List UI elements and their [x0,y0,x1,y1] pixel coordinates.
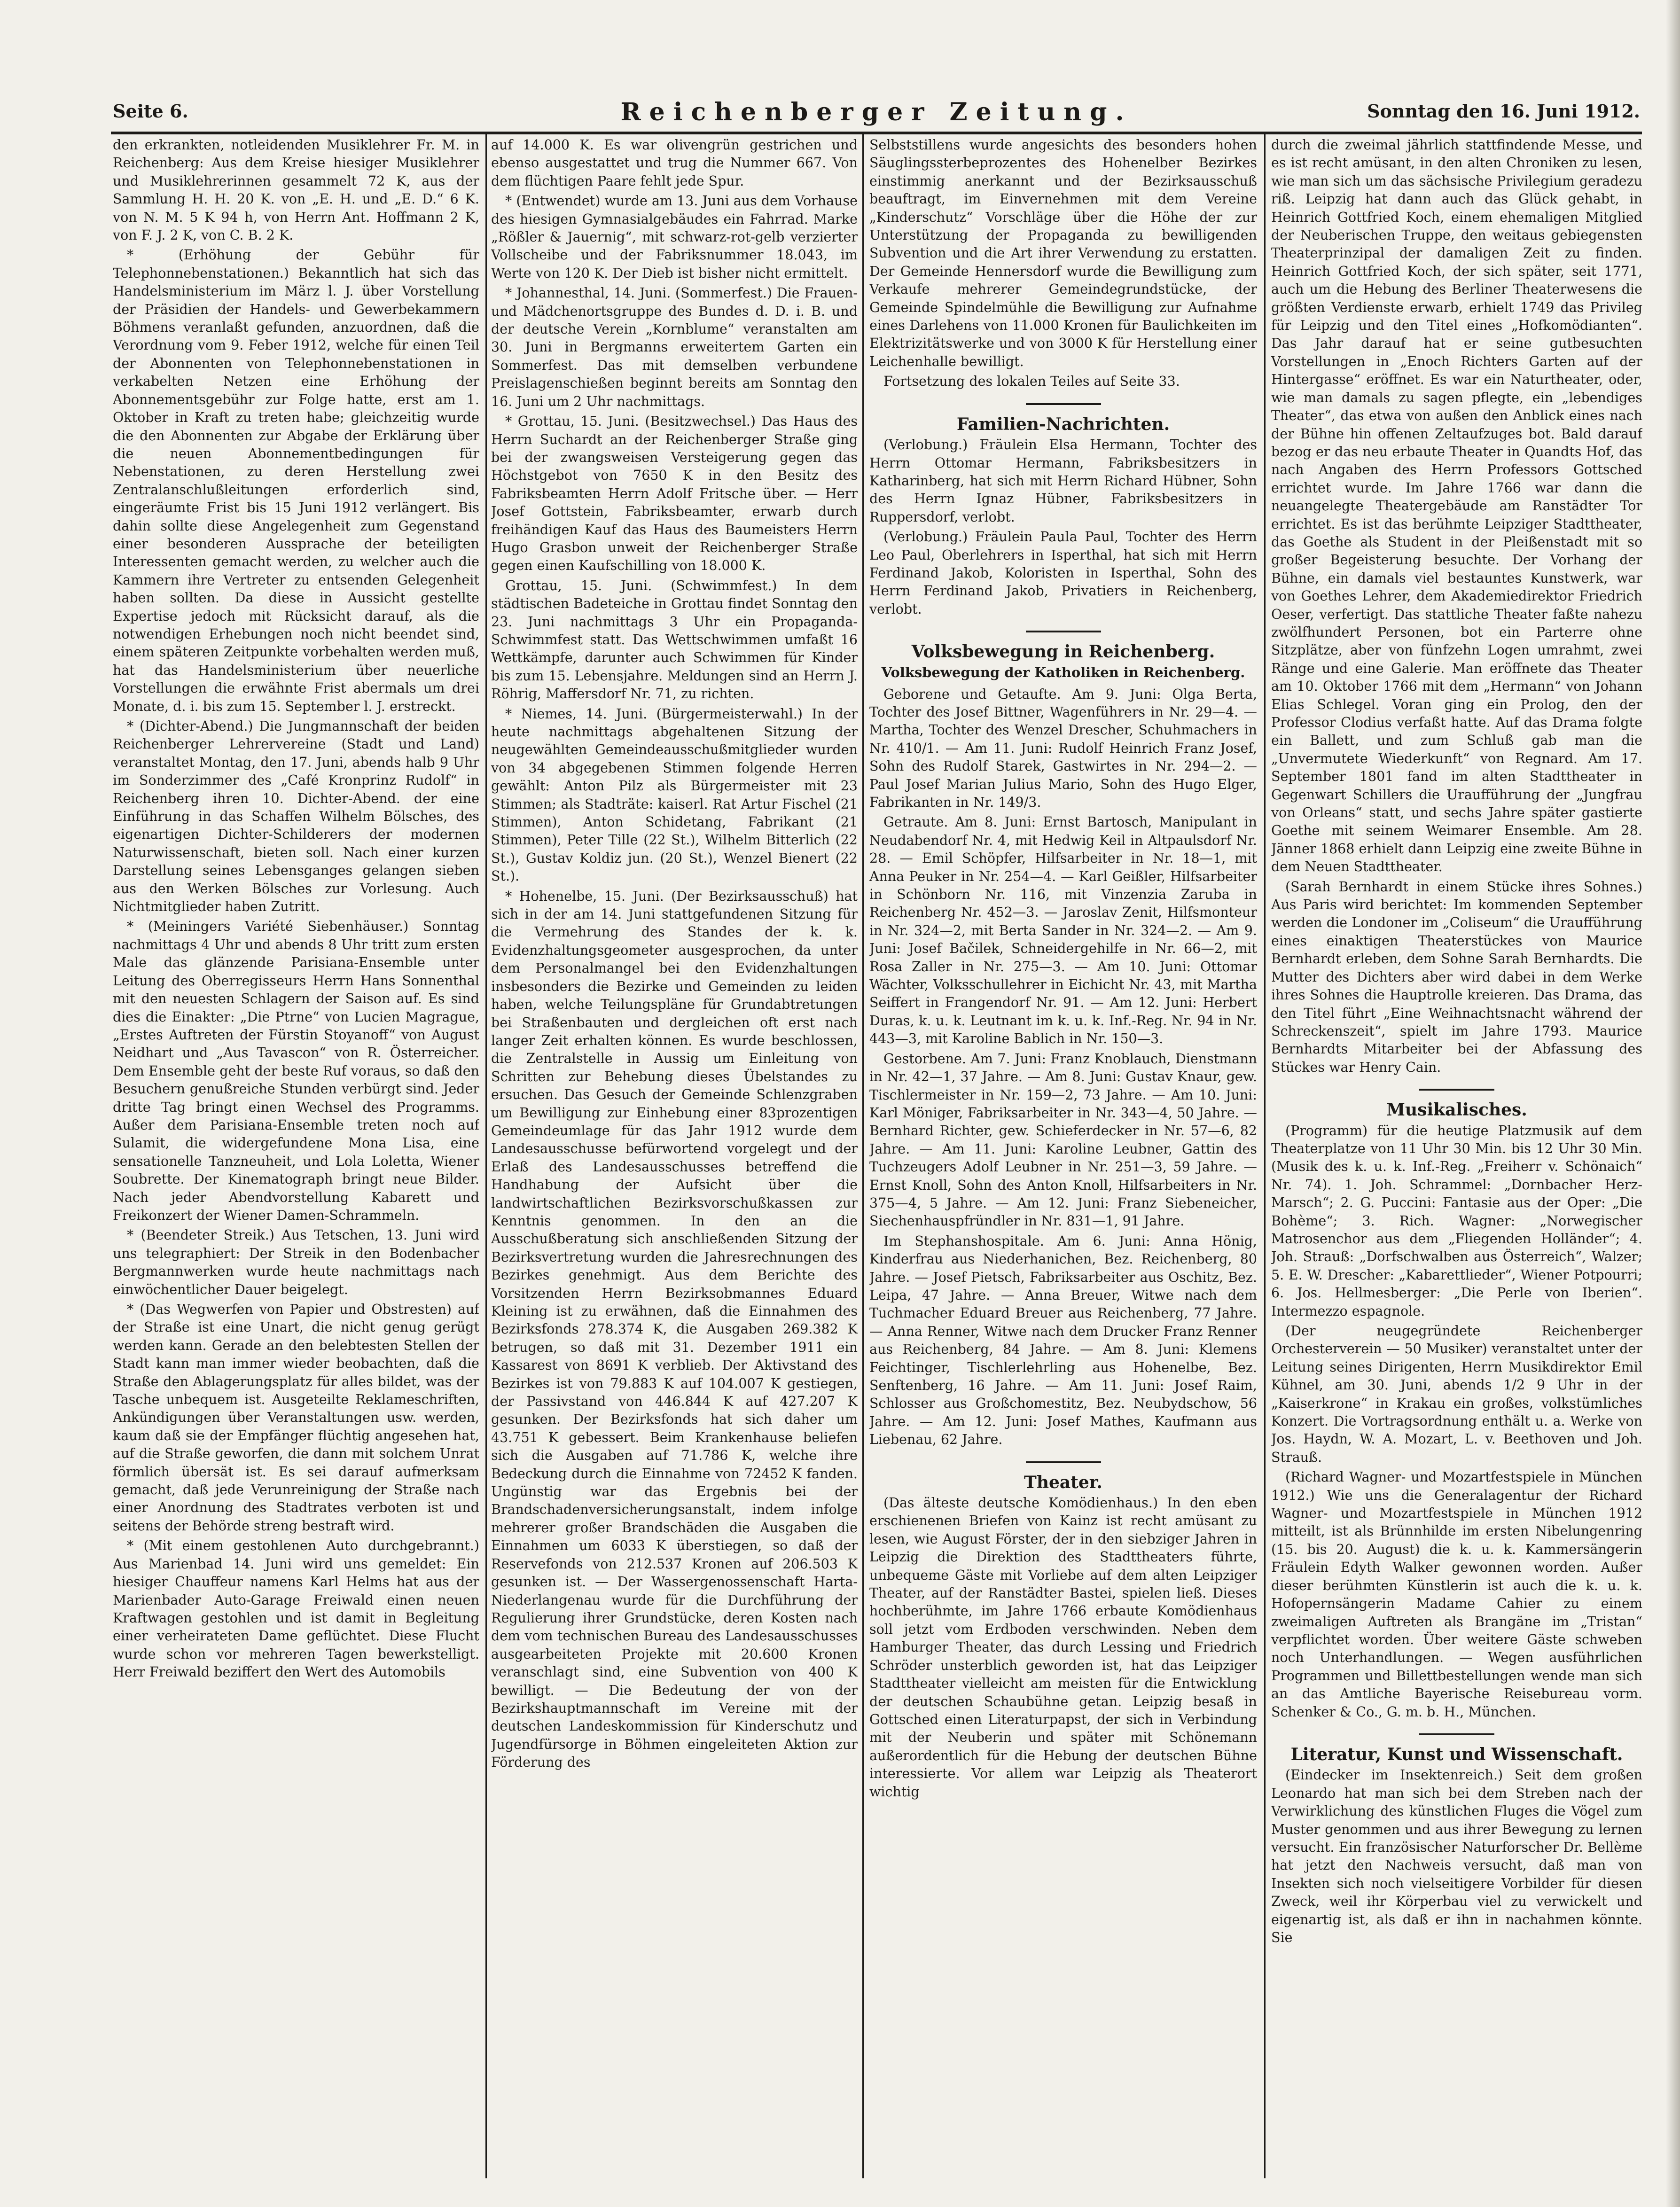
section-separator [1026,1461,1101,1463]
section-heading-music: Musikalisches. [1386,1100,1527,1120]
section-heading-population: Volksbewegung in Reichenberg. [911,642,1215,662]
column-4 [1271,136,1642,2176]
section-separator [1419,1089,1494,1091]
section-heading-literature: Literatur, Kunst und Wissenschaft. [1290,1744,1623,1764]
section-separator [1026,631,1101,632]
page-edge-shadow [1666,0,1680,2207]
masthead-title: Reichenberger Zeitung. [620,98,1133,126]
article-paragraph: Selbststillens wurde angesichts des besonders hohen Säuglingssterbeprozentes des Hohenelber Bezirkes einstimmig anerkannt und der Bezirksausschuß beauftragt, im Einvernehmen mit dem Vereine „Kinderschutz“ Vorschläge über die Höhe der zur Unterstützung der Propaganda zu bewilligenden Subvention und die Art ihrer Verwendung zu erstatten. Der Gemeinde Hennersdorf wurde die Bewilligung zum Verkaufe mehrerer Gemeindegrundstücke, der Gemeinde Spindelmühle die Bewilligung zur Aufnahme eines Darlehens von 11.000 Kronen für Baulichkeiten im Elektrizitätswerke und von 3000 K für Herstellung einer Leichenhalle bewilligt. [869,137,1257,369]
article-paragraph: (Programm) für die heutige Platzmusik auf dem Theaterplatze von 11 Uhr 30 Min. bis 12 Uhr 30 Min. (Musik des k. u. k. Inf.-Reg. „Freiherr v. Schönaich“ Nr. 74). 1. Joh. Schrammel: „Dornbacher Herz-Marsch“; 2. G. Puccini: Fantasie aus der Oper: „Die Bohème“; 3. Rich. Wagner: „Norwegischer Matrosenchor aus dem „Fliegenden Holländer“; 4. Joh. Strauß: „Dorfschwalben aus Österreich“, Walzer; 5. E. W. Drescher: „Kabarettlieder“, Wiener Potpourri; 6. Jos. Hellmesberger: „Die Perle von Iberien“. Intermezzo espagnole. [1271,1123,1642,1319]
article-paragraph: (Das älteste deutsche Komödienhaus.) In den eben erschienenen Briefen von Kainz ist recht amüsant zu lesen, wie August Förster, der in den siebziger Jahren in Leipzig die Direktion des Stadttheaters führte, unbequeme Gäste mit Vorliebe auf dem alten Leipziger Theater, auf der Ranstädter Bastei, spielen ließ. Dieses hochberühmte, im Jahre 1766 erbaute Komödienhaus soll jetzt vom Erdboden verschwinden. Neben dem Hamburger Theater, das durch Lessing und Friedrich Schröder unsterblich geworden ist, hat das Leipziger Stadttheater vielleicht am meisten für die Entwicklung der deutschen Schaubühne getan. Leipzig besaß in Gottsched einen Literaturpapst, der sich in Verbindung mit der Neuberin und später mit Schönemann außerordentlich für die Hebung der deutschen Bühne interessierte. Vor allem war Leipzig als Theaterort wichtig [869,1495,1257,1800]
column-1 [113,136,479,2176]
section-heading-family-news: Familien-Nachrichten. [956,414,1170,434]
article-paragraph: Gestorbene. Am 7. Juni: Franz Knoblauch, Dienstmann in Nr. 42—1, 37 Jahre. — Am 8. Juni: Gustav Knaur, gew. Tischlermeister in Nr. 159—2, 73 Jahre. — Am 10. Juni: Karl Möniger, Fabriksarbeiter in Nr. 343—4, 50 Jahre. — Bernhard Richter, gew. Schieferdecker in Nr. 57—6, 82 Jahre. — Am 11. Juni: Karoline Leubner, Gattin des Tuchzeugers Adolf Leubner in Nr. 251—3, 59 Jahre. — Ernst Knoll, Sohn des Anton Knoll, Hilfsarbeiters in Nr. 375—4, 5 Jahre. — Am 12. Juni: Franz Siebeneicher, Siechenhauspfründler in Nr. 831—1, 91 Jahre. [869,1051,1257,1229]
article-paragraph: (Richard Wagner- und Mozartfestspiele in München 1912.) Wie uns die Generalagentur der Richard Wagner- und Mozartfestspiele in München 1912 mitteilt, ist als Brünnhilde im ersten Nibelungenring (15. bis 20. August) die k. u. k. Kammersängerin Fräulein Edyth Walker gewonnen worden. Außer dieser berühmten Künstlerin ist auch die k. u. k. Hofopernsängerin Madame Cahier zu einem zweimaligen Auftreten als Brangäne im „Tristan“ verpflichtet worden. Über weitere Gäste schweben noch Unterhandlungen. — Wegen ausführlichen Programmen und Billettbestellungen wende man sich an das Amtliche Bayerische Reisebureau vorm. Schenker & Co., G. m. b. H., München. [1271,1469,1642,1720]
article-paragraph: (Sarah Bernhardt in einem Stücke ihres Sohnes.) Aus Paris wird berichtet: Im kommenden September werden die Londoner im „Coliseum“ die Uraufführung eines einaktigen Theaterstückes von Maurice Bernhardt erleben, dem Sohne Sarah Bernhardts. Die Mutter des Dichters aber wird dabei in dem Werke ihres Sohnes die Hauptrolle kreieren. Das Drama, das den Titel führt „Eine Weihnachtsnacht während der Schreckenszeit“, spielt im Jahre 1793. Maurice Bernhardts Mitarbeiter bei der Abfassung des Stückes war Henry Cain. [1271,879,1642,1075]
column-2 [491,136,858,2176]
article-paragraph: durch die zweimal jährlich stattfindende Messe, und es ist recht amüsant, in den alten Chroniken zu lesen, wie man sich um das sächsische Privilegium geradezu riß. Leipzig hat dann auch das Glück gehabt, in Heinrich Gottfried Koch, einem ehemaligen Mitglied der Neuberischen Truppe, den weitaus gebiegensten Theaterprinzipal der damaligen Zeit zu finden. Heinrich Gottfried Koch, der sich später, seit 1771, auch um die Hebung des Berliner Theaterwesens die größten Verdienste erwarb, erhielt 1749 das Privileg für Leipzig und den Titel eines „Hofkomödianten“. Das Jahr darauf hat er seine gutbesuchten Vorstellungen in „Enoch Richters Garten auf der Hintergasse“ eröffnet. Es war ein Naturtheater, oder, wie man damals zu sagen pflegte, ein „lebendiges Theater“, das etwa von außen den Anblick eines nach der Bühne hin offenen Zeltaufzuges bot. Bald darauf bezog er das neu erbaute Theater in Quandts Hof, das nach Angaben des Herrn Professors Gottsched errichtet wurde. Im Jahre 1766 war dann die neuangelegte Theatergebäude am Ranstädter Tor errichtet. Es ist das berühmte Leipziger Stadttheater, das Goethe als Student in der Pleißenstadt mit so großer Begeisterung besuchte. Der Vorhang der Bühne, ein damals viel bestauntes Kunstwerk, war von Goethes Lehrer, dem Akademiedirektor Friedrich Oeser, verfertigt. Das stattliche Theater faßte nahezu zwölfhundert Personen, bot ein Parterre ohne Sitzplätze, aber von fünfzehn Logen umrahmt, zwei Ränge und eine Galerie. Man eröffnete das Theater am 10. Oktober 1766 mit dem „Hermann“ von Johann Elias Schlegel. Voran ging ein Prolog, den der Professor Clodius verfaßt hatte. Auf das Drama folgte ein Ballett, und zum Schluß gab man die „Unvermutete Wiederkunft“ von Regnard. Am 17. September 1801 fand im alten Stadttheater in Gegenwart Schillers die Uraufführung der „Jungfrau von Orleans“ statt, und sechs Jahre später gastierte Goethe mit seinem Weimarer Ensemble. Am 28. Jänner 1868 erhielt dann Leipzig eine zweite Bühne in dem Neuen Stadttheater. [1271,137,1642,875]
page-number: Seite 6. [113,101,188,122]
column-3 [869,136,1257,2176]
section-separator [1419,1733,1494,1735]
header-rule [111,132,1642,134]
article-paragraph: * Hohenelbe, 15. Juni. (Der Bezirksausschuß) hat sich in der am 14. Juni stattgefundenen Sitzung für die Vermehrung des Standes der k. k. Evidenzhaltungsgeometer ausgesprochen, da unter dem Personalmangel bei den Evidenzhaltungen insbesonders die Bezirke und Gemeinden zu leiden haben, welche Teilungspläne für Grundabtretungen bei Straßenbauten und dergleichen oft erst nach langer Zeit erhalten können. Es wurde beschlossen, die Zentralstelle in Aussig um Einleitung von Schritten zur Behebung dieses Übelstandes zu ersuchen. Das Gesuch der Gemeinde Schlenzgraben um Bewilligung zur Einhebung einer 83prozentigen Gemeindeumlage für das Jahr 1912 wurde dem Landesausschusse befürwortend vorgelegt und der Erlaß des Landesausschusses betreffend die Handhabung der Aufsicht über die landwirtschaftlichen Bezirksvorschußkassen zur Kenntnis genommen. In den an die Ausschußberatung sich anschließenden Sitzung der Bezirksvertretung wurden die Jahresrechnungen des Bezirkes genehmigt. Aus dem Berichte des Vorsitzenden Herrn Bezirksobmannes Eduard Kleining ist zu erwähnen, daß die Einnahmen des Bezirksfonds 278.374 K, die Ausgaben 269.382 K betrugen, so daß mit 31. Dezember 1911 ein Kassarest von 8691 K verblieb. Der Aktivstand des Bezirkes ist von 79.883 K auf 104.007 K gestiegen, der Passivstand von 446.844 K auf 427.207 K gesunken. Der Bezirksfonds hat sich daher um 43.751 K gebessert. Beim Krankenhause beliefen sich die Ausgaben auf 71.786 K, welche ihre Bedeckung durch die Einnahme von 72452 K fanden. Ungünstig war das Ergebnis bei der Brandschadenversicherungsanstalt, indem infolge mehrerer großer Brandschäden die Ausgaben die Einnahmen um 6033 K überstiegen, so daß der Reservefonds von 212.537 Kronen auf 206.503 K gesunken ist. — Der Wassergenossenschaft Harta-Niederlangenau wurde für die Durchführung der Regulierung ihrer Grundstücke, deren Kosten nach dem vom technischen Bureau des Landesausschusses ausgearbeiteten Projekte mit 20.600 Kronen veranschlagt sind, eine Subvention von 400 K bewilligt. — Die Bedeutung der von der Bezirkshauptmannschaft im Vereine mit der deutschen Landeskommission für Kinderschutz und Jugendfürsorge in Böhmen eingeleiteten Aktion zur Förderung des [491,888,858,1770]
column-divider [1264,134,1266,2178]
article-paragraph: * (Beendeter Streik.) Aus Tetschen, 13. Juni wird uns telegraphiert: Der Streik in den Bodenbacher Bergmannwerken wurde heute nachmittags nach einwöchentlicher Dauer beigelegt. [113,1227,479,1297]
article-paragraph: den erkrankten, notleidenden Musiklehrer Fr. M. in Reichenberg: Aus dem Kreise hiesiger Musiklehrer und Musiklehrerinnen gesammelt 72 K, aus der Sammlung H. H. 20 K. von „E. H. und „E. D.“ 6 K. von N. M. 5 K 94 h, von Herrn Ant. Hoffmann 2 K, von F. J. 2 K, von C. B. 2 K. [113,137,479,243]
article-paragraph: * (Das Wegwerfen von Papier und Obstresten) auf der Straße ist eine Unart, die nicht genug gerügt werden kann. Gerade an den belebtesten Stellen der Stadt kann man immer wieder beobachten, daß die Straße den Ablagerungsplatz für alles bildet, was der Tasche unbequem ist. Ausgeteilte Reklameschriften, Ankündigungen über Veranstaltungen usw. werden, kaum daß sie der Empfänger flüchtig angesehen hat, auf die Straße geworfen, die dann mit solchem Unrat förmlich übersät ist. Es sei darauf aufmerksam gemacht, daß jede Verunreinigung der Straße nach einer Anordnung des Stadtrates verboten ist und seitens der Behörde streng bestraft wird. [113,1302,479,1534]
article-paragraph: * (Erhöhung der Gebühr für Telephonnebenstationen.) Bekanntlich hat sich das Handelsministerium im März l. J. über Vorstellung der Präsidien der Handels- und Gewerbekammern Böhmens veranlaßt gefunden, anzuordnen, daß die Verordnung vom 9. Feber 1912, welche für einen Teil der Abonnenten von Telephonnebenstationen in verkabelten Netzen eine Erhöhung der Abonnementsgebühr zur Folge hatte, erst am 1. Oktober in Kraft zu treten habe; gleichzeitig wurde die den Abonnenten zur Abgabe der Erklärung über die neuen Abonnementbedingungen für Nebenstationen, zu deren Herstellung zwei Zentralanschlußleitungen erforderlich sind, eingeräumte Frist bis 15 Juni 1912 verlängert. Bis dahin sollte diese Angelegenheit zum Gegenstand einer besonderen Aussprache der beteiligten Interessenten gemacht werden, zu welcher auch die Kammern ihre Vertreter zu entsenden Gelegenheit haben sollten. Da diese in Aussicht gestellte Expertise jedoch mit Rücksicht darauf, als die notwendigen Erhebungen noch nicht beendet sind, einem späteren Zeitpunkte vorbehalten werden muß, hat das Handelsministerium über neuerliche Vorstellungen die erwähnte Frist abermals um drei Monate, d. i. bis zum 15. September l. J. erstreckt. [113,247,479,714]
article-paragraph: Im Stephanshospitale. Am 6. Juni: Anna Hönig, Kinderfrau aus Niederhanichen, Bez. Reichenberg, 80 Jahre. — Josef Pietsch, Fabriksarbeiter aus Oschitz, Bez. Leipa, 47 Jahre. — Anna Breuer, Witwe nach dem Tuchmacher Eduard Breuer aus Reichenberg, 77 Jahre. — Anna Renner, Witwe nach dem Drucker Franz Renner aus Reichenberg, 84 Jahre. — Am 8. Juni: Klemens Feichtinger, Tischlerlehrling aus Hohenelbe, Bez. Senftenberg, 16 Jahre. — Am 11. Juni: Josef Raim, Schlosser aus Großchomestitz, Bez. Neubydschow, 56 Jahre. — Am 12. Juni: Josef Mathes, Kaufmann aus Liebenau, 62 Jahre. [869,1233,1257,1448]
article-paragraph: Grottau, 15. Juni. (Schwimmfest.) In dem städtischen Badeteiche in Grottau findet Sonntag den 23. Juni nachmittags 3 Uhr ein Propaganda-Schwimmfest statt. Das Wettschwimmen umfaßt 16 Wettkämpfe, darunter auch Schwimmen für Kinder bis zum 15. Lebensjahre. Meldungen sind an Herrn J. Röhrig, Maffersdorf Nr. 71, zu richten. [491,577,858,702]
column-divider [862,134,864,2178]
article-paragraph: * Grottau, 15. Juni. (Besitzwechsel.) Das Haus des Herrn Suchardt an der Reichenberger Straße ging bei der zwangsweisen Versteigerung gegen das Höchstgebot von 7650 K in den Besitz des Fabriksbeamten Herrn Adolf Fritsche über. — Herr Josef Gottstein, Fabriksbeamter, erwarb durch freihändigen Kauf das Haus des Baumeisters Herrn Hugo Grasbon unweit der Reichenberger Straße gegen einen Kaufschilling von 18.000 K. [491,413,858,574]
issue-date: Sonntag den 16. Juni 1912. [1367,101,1640,122]
article-paragraph: Geborene und Getaufte. Am 9. Juni: Olga Berta, Tochter des Josef Bittner, Wagenführers in Nr. 29—4. — Martha, Tochter des Wenzel Drescher, Schuhmachers in Nr. 410/1. — Am 11. Juni: Rudolf Heinrich Franz Josef, Sohn des Rudolf Starek, Gastwirtes in Nr. 294—2. — Paul Josef Marian Julius Mario, Sohn des Hugo Elger, Fabrikanten in Nr. 149/3. [869,686,1257,810]
article-paragraph: auf 14.000 K. Es war olivengrün gestrichen und ebenso ausgestattet und trug die Nummer 667. Von dem flüchtigen Paare fehlt jede Spur. [491,137,858,189]
article-paragraph: (Verlobung.) Fräulein Paula Paul, Tochter des Herrn Leo Paul, Oberlehrers in Isperthal, hat sich mit Herrn Ferdinand Jakob, Koloristen in Isperthal, Sohn des Herrn Ferdinand Jakob, Privatiers in Reichenberg, verlobt. [869,529,1257,617]
article-paragraph: * (Dichter-Abend.) Die Jungmannschaft der beiden Reichenberger Lehrervereine (Stadt und Land) veranstaltet Montag, den 17. Juni, abends halb 9 Uhr im Sonderzimmer des „Café Kronprinz Rudolf“ in Reichenberg ihren 10. Dichter-Abend. der eine Einführung in das Schaffen Wilhelm Bölsches, des eigenartigen Dichter-Schilderers der modernen Naturwissenschaft, bieten soll. Nach einer kurzen Darstellung seines Lebensganges gelangen sieben aus den Werken Bölsches zur Vorlesung. Auch Nichtmitglieder haben Zutritt. [113,718,479,915]
article-paragraph: * (Meiningers Variété Siebenhäuser.) Sonntag nachmittags 4 Uhr und abends 8 Uhr tritt zum ersten Male das glänzende Parisiana-Ensemble unter Leitung des Oberregisseurs Herrn Hans Sonnenthal mit den neuesten Schlagern der Saison auf. Es sind dies die Einakter: „Die Ptrne“ von Lucien Magrague, „Erstes Auftreten der Fürstin Stoyanoff“ von August Neidhart und „Aus Tavascon“ von R. Österreicher. Dem Ensemble geht der beste Ruf voraus, so daß den Besuchern genußreiche Stunden verbürgt sind. Jeder dritte Tag bringt einen Wechsel des Programms. Außer dem Parisiana-Ensemble treten noch auf Sulamit, die widergefundene Mona Lisa, eine sensationelle Tanzneuheit, und Lola Loletta, Wiener Soubrette. Der Kinematograph bringt neue Bilder. Nach jeder Abendvorstellung Kabarett und Freikonzert der Wiener Damen-Schrammeln. [113,919,479,1223]
column-divider [485,134,487,2178]
article-paragraph: * Niemes, 14. Juni. (Bürgermeisterwahl.) In der heute nachmittags abgehaltenen Sitzung der neugewählten Gemeindeausschußmitglieder wurden von 34 abgegebenen Stimmen folgende Herren gewählt: Anton Pilz als Bürgermeister mit 23 Stimmen; als Stadträte: kaiserl. Rat Artur Fischel (21 Stimmen), Anton Schidetang, Fabrikant (21 Stimmen), Peter Tille (22 St.), Wilhelm Bitterlich (22 St.), Gustav Koldiz jun. (20 St.), Wenzel Bienert (22 St.). [491,706,858,884]
article-paragraph: (Eindecker im Insektenreich.) Seit dem großen Leonardo hat man sich bei dem Streben nach der Verwirklichung des künstlichen Fluges die Vögel zum Muster genommen und aus ihrer Bewegung zu lernen versucht. Ein französischer Naturforscher Dr. Bellème hat jetzt den Nachweis versucht, daß man von Insekten sich noch vielseitigere Vorbilder für diesen Zweck, weil ihr Körperbau viel zu verwickelt und eigenartig ist, als daß er ihn in nachahmen könnte. Sie [1271,1767,1642,1945]
article-paragraph: Getraute. Am 8. Juni: Ernst Bartosch, Manipulant in Neudabendorf Nr. 4, mit Hedwig Keil in Altpaulsdorf Nr. 28. — Emil Schöpfer, Hilfsarbeiter in Nr. 18—1, mit Anna Peuker in Nr. 254—4. — Karl Geißler, Hilfsarbeiter in Schönborn Nr. 116, mit Vinzenzia Zaruba in Reichenberg Nr. 452—3. — Jaroslav Zenit, Hilfsmonteur in Nr. 324—2, mit Berta Sander in Nr. 324—2. — Am 9. Juni: Josef Bačilek, Schneidergehilfe in Nr. 66—2, mit Rosa Zaller in Nr. 275—3. — Am 10. Juni: Ottomar Wächter, Volksschullehrer in Eichicht Nr. 43, mit Martha Seiffert in Frangendorf Nr. 91. — Am 12. Juni: Herbert Duras, k. u. k. Leutnant im k. u. k. Inf.-Reg. Nr. 94 in Nr. 443—3, mit Karoline Bablich in Nr. 150—3. [869,814,1257,1047]
article-paragraph: * Johannesthal, 14. Juni. (Sommerfest.) Die Frauen- und Mädchenortsgruppe des Bundes d. D. i. B. und der deutsche Verein „Kornblume“ veranstalten am 30. Juni in Bergmanns erweitertem Garten ein Sommerfest. Das mit demselben verbundene Preislagenschießen beginnt bereits am Sonntag den 16. Juni um 2 Uhr nachmittags. [491,285,858,409]
article-paragraph: * (Entwendet) wurde am 13. Juni aus dem Vorhause des hiesigen Gymnasialgebäudes ein Fahrrad. Marke „Rößler & Jauernig“, mit schwarz-rot-gelb verzierter Vollscheibe und der Fabriksnummer 18.043, im Werte von 120 K. Der Dieb ist bisher nicht ermittelt. [491,193,858,281]
section-heading-theater: Theater. [1024,1472,1102,1492]
article-paragraph: * (Mit einem gestohlenen Auto durchgebrannt.) Aus Marienbad 14. Juni wird uns gemeldet: Ein hiesiger Chauffeur namens Karl Helms hat aus der Marienbader Auto-Garage Freiwald einen neuen Kraftwagen gestohlen und ist damit in Begleitung einer verheirateten Dame geflüchtet. Diese Flucht wurde schon vor mehreren Tagen bewerkstelligt. Herr Freiwald beziffert den Wert des Automobils [113,1538,479,1680]
page-header [113,98,1640,131]
article-paragraph: (Verlobung.) Fräulein Elsa Hermann, Tochter des Herrn Ottomar Hermann, Fabriksbesitzers in Katharinberg, hat sich mit Herrn Richard Hübner, Sohn des Herrn Ignaz Hübner, Fabriksbesitzers in Ruppersdorf, verlobt. [869,437,1257,525]
section-separator [1026,403,1101,405]
continuation-note: Fortsetzung des lokalen Teiles auf Seite 33. [883,374,1180,390]
section-subheading: Volksbewegung der Katholiken in Reichenberg. [881,664,1245,680]
article-paragraph: (Der neugegründete Reichenberger Orchesterverein — 50 Musiker) veranstaltet unter der Leitung seines Dirigenten, Herrn Musikdirektor Emil Kühnel, am 30. Juni, abends 1/2 9 Uhr in der „Kaiserkrone“ in Krakau ein großes, volkstümliches Konzert. Die Vortragsordnung enthält u. a. Werke von Jos. Haydn, W. A. Mozart, L. v. Beethoven und Joh. Strauß. [1271,1323,1642,1465]
